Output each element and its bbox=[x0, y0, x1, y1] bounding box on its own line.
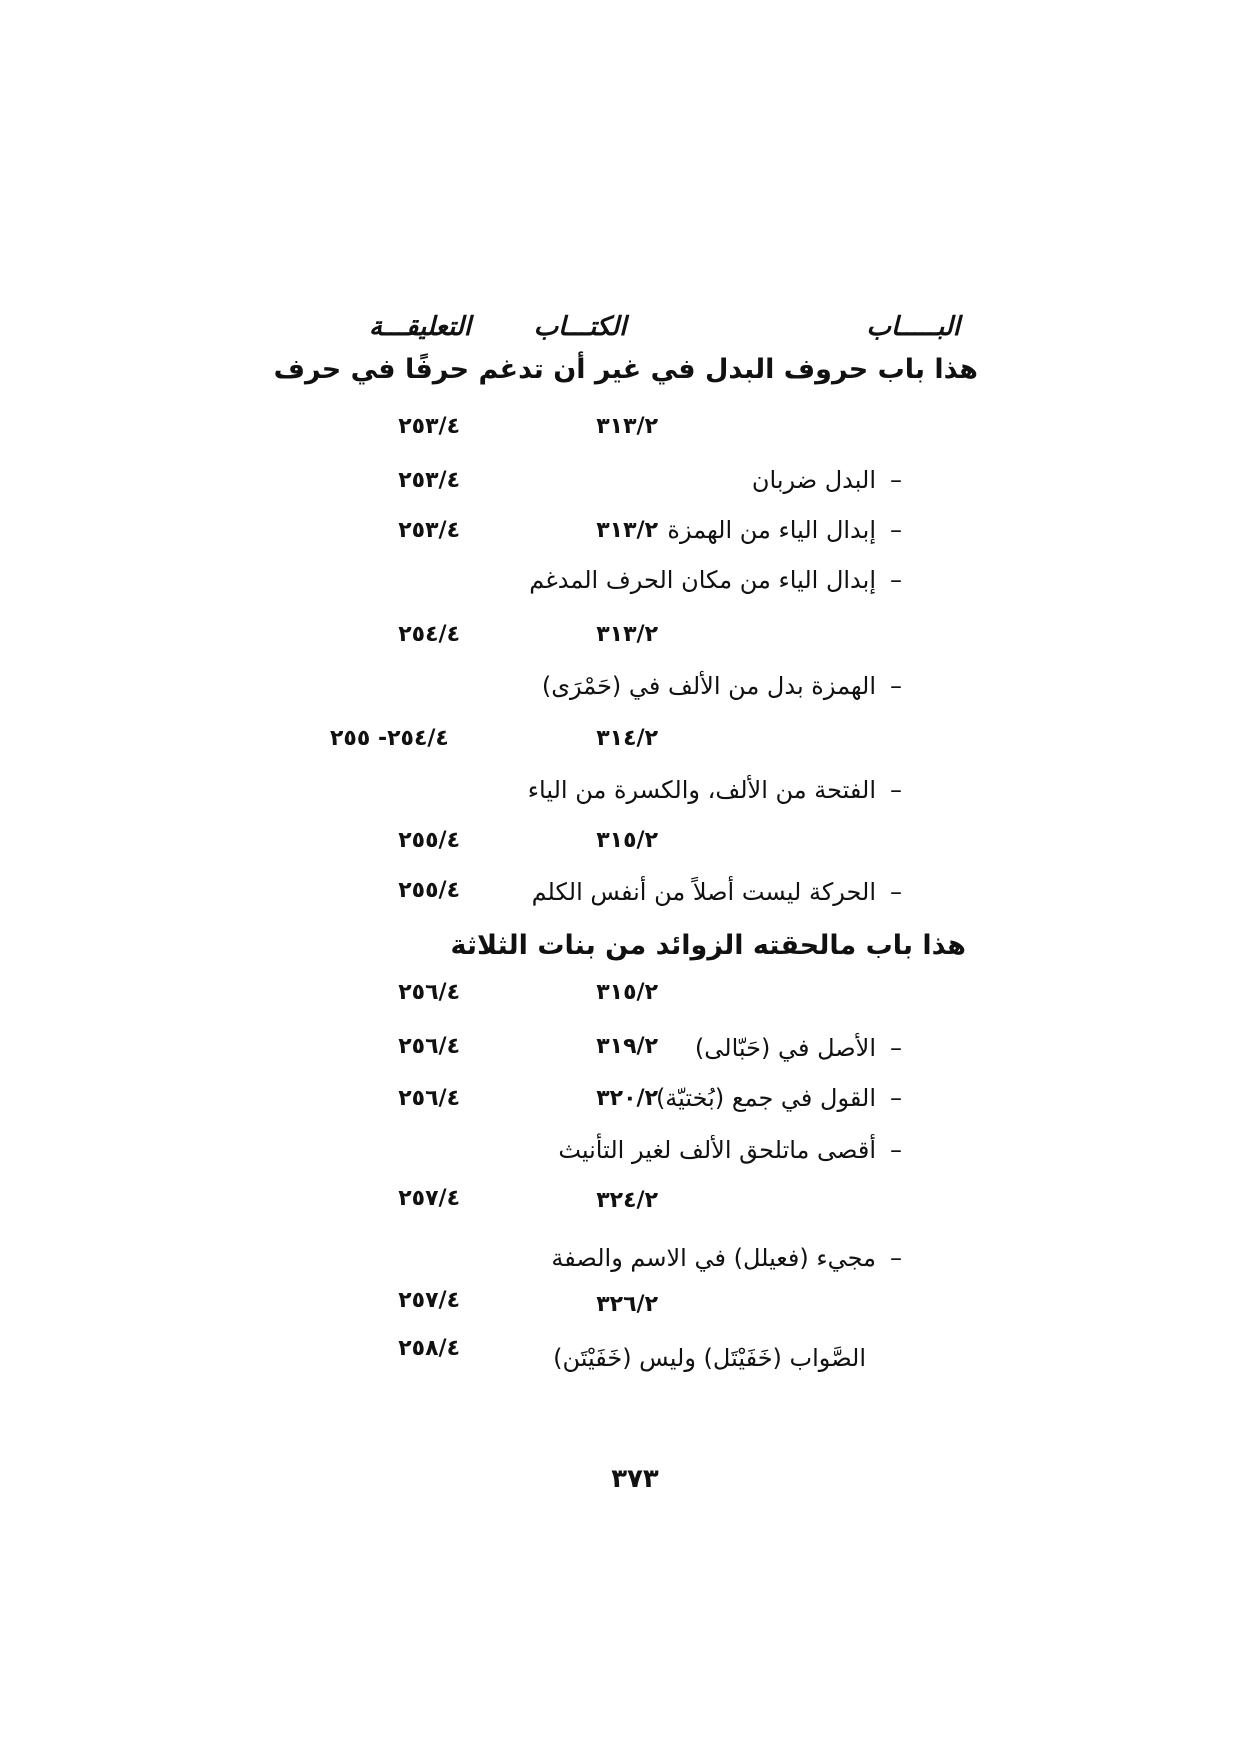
taliqa-ref: ٢٥٥/٤ bbox=[398, 878, 460, 903]
entry-text: الحركة ليست أصلاً من أنفس الكلم bbox=[531, 878, 876, 906]
entry-dash: – bbox=[890, 466, 902, 494]
taliqa-ref: ٢٥٣/٤ bbox=[398, 518, 460, 543]
taliqa-ref: ٢٥٦/٤ bbox=[398, 980, 460, 1005]
index-entry bbox=[529, 566, 902, 594]
taliqa-ref: ٢٥٤/٤ bbox=[398, 622, 460, 647]
entry-dash: – bbox=[890, 516, 902, 544]
kitab-ref: ٣١٥/٢ bbox=[596, 828, 658, 853]
entry-dash: – bbox=[890, 672, 902, 700]
index-entry bbox=[532, 878, 902, 906]
taliqa-ref: ٢٥٧/٤ bbox=[398, 1186, 460, 1211]
entry-dash: – bbox=[890, 566, 902, 594]
kitab-ref: ٣١٣/٢ bbox=[596, 518, 658, 543]
entry-dash: – bbox=[890, 1244, 902, 1272]
index-entry bbox=[542, 672, 902, 700]
kitab-ref: ٣٢٠/٢ bbox=[596, 1086, 658, 1111]
kitab-ref: ٣١٩/٢ bbox=[596, 1034, 658, 1059]
entry-dash: – bbox=[890, 1034, 902, 1062]
kitab-ref: ٣١٤/٢ bbox=[596, 726, 658, 751]
entry-text: البدل ضربان bbox=[751, 466, 876, 494]
entry-dash: – bbox=[890, 1084, 902, 1112]
entry-text: إبدال الياء من الهمزة bbox=[667, 516, 876, 544]
entry-text: الصَّواب (خَفَيْتَل) وليس (خَفَيْتَن) bbox=[553, 1344, 866, 1372]
entry-dash: – bbox=[890, 776, 902, 804]
index-entry bbox=[695, 1034, 902, 1062]
header-bab: البـــــاب bbox=[866, 312, 960, 342]
index-entry bbox=[667, 516, 902, 544]
page-number: ٣٧٣ bbox=[611, 1464, 659, 1494]
entry-text: أقصى ماتلحق الألف لغير التأنيث bbox=[558, 1136, 876, 1164]
header-taliqa: التعليقـــة bbox=[369, 312, 471, 342]
taliqa-ref: ٢٥٣/٤ bbox=[398, 468, 460, 493]
chapter-title: هذا باب حروف البدل في غير أن تدغم حرفًا في حرف bbox=[273, 354, 978, 385]
entry-text: القول في جمع (بُختيّة) bbox=[655, 1084, 876, 1112]
kitab-ref: ٣٢٦/٢ bbox=[596, 1292, 658, 1317]
index-entry bbox=[656, 1084, 902, 1112]
kitab-ref: ٣١٥/٢ bbox=[596, 980, 658, 1005]
entry-dash: – bbox=[890, 878, 902, 906]
index-entry bbox=[553, 1344, 866, 1372]
index-entry bbox=[752, 466, 902, 494]
kitab-ref: ٣٢٤/٢ bbox=[596, 1188, 658, 1213]
entry-text: الهمزة بدل من الألف في (حَمْرَى) bbox=[541, 672, 876, 700]
chapter-title: هذا باب مالحقته الزوائد من بنات الثلاثة bbox=[450, 930, 966, 961]
index-entry bbox=[558, 1136, 902, 1164]
taliqa-ref: ٢٥٦/٤ bbox=[398, 1086, 460, 1111]
taliqa-ref: ٢٥٦/٤ bbox=[398, 1034, 460, 1059]
entry-text: الفتحة من الألف، والكسرة من الياء bbox=[527, 776, 876, 804]
taliqa-ref: ٢٥٣/٤ bbox=[398, 414, 460, 439]
taliqa-ref: ٢٥٥/٤ bbox=[398, 828, 460, 853]
entry-text: إبدال الياء من مكان الحرف المدغم bbox=[529, 566, 876, 594]
taliqa-ref: ٢٥٨/٤ bbox=[398, 1336, 460, 1361]
kitab-ref: ٣١٣/٢ bbox=[596, 622, 658, 647]
index-entry bbox=[528, 776, 902, 804]
header-kitab: الكتـــاب bbox=[533, 312, 627, 342]
entry-dash: – bbox=[890, 1136, 902, 1164]
entry-text: مجيء (فعيلل) في الاسم والصفة bbox=[551, 1244, 876, 1272]
taliqa-ref: ٢٥٤/٤- ٢٥٥ bbox=[330, 726, 449, 751]
entry-text: الأصل في (حَبّالى) bbox=[694, 1034, 876, 1062]
taliqa-ref: ٢٥٧/٤ bbox=[398, 1288, 460, 1313]
kitab-ref: ٣١٣/٢ bbox=[596, 414, 658, 439]
index-entry bbox=[551, 1244, 902, 1272]
